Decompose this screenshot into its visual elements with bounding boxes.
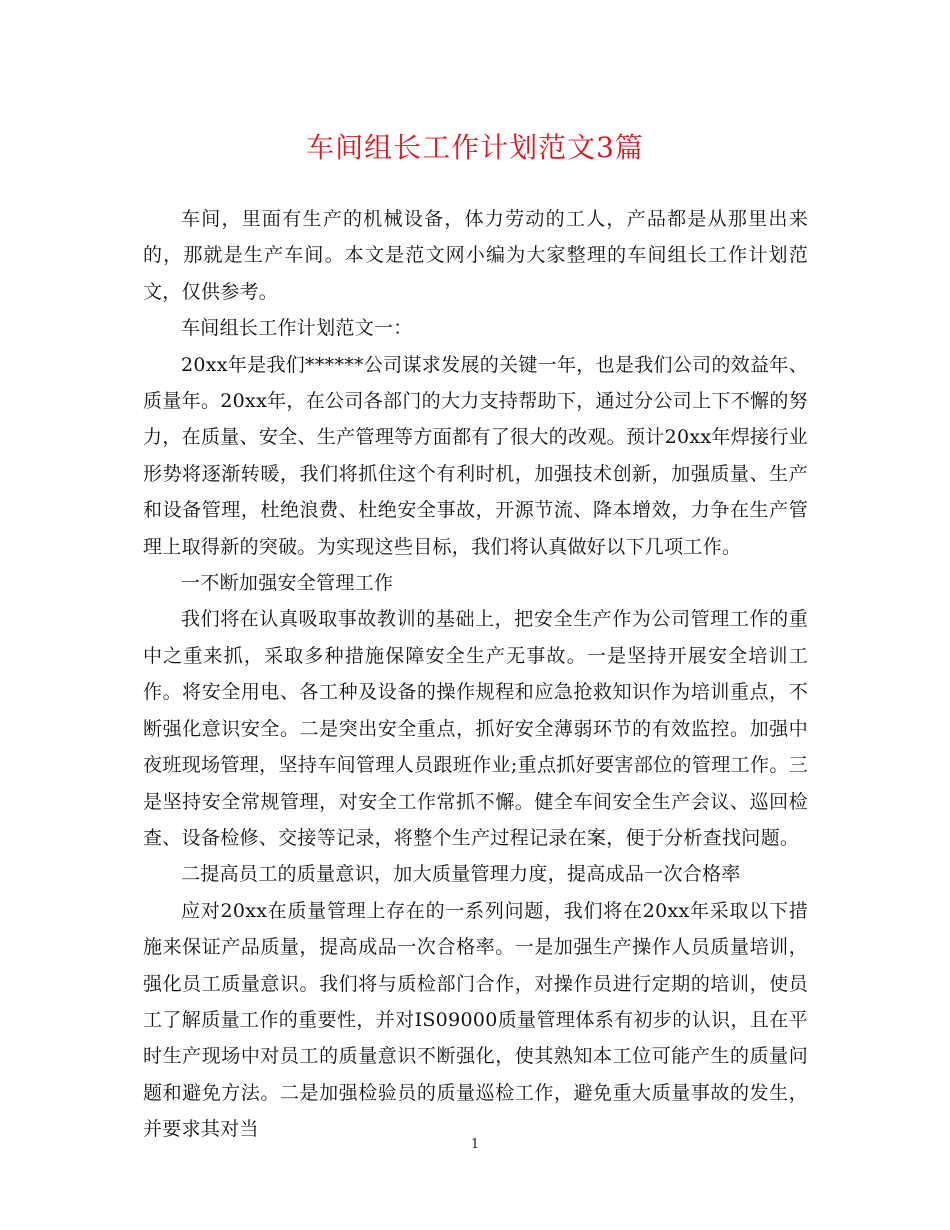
body-paragraph: 应对20xx在质量管理上存在的一系列问题，我们将在20xx年采取以下措施来保证产品质量，提高成品一次合格率。一是加强生产操作人员质量培训，强化员工质量意识。我们将与质检部门合作，对操作员进行定期的培训，使员工了解质量工作的重要性，并对IS09000质量管理体系有初步的认识，且在平时生产现场中对员工的质量意识不断强化，使其熟知本工位可能产生的质量问题和避免方法。二是加强检验员的质量巡检工作，避免重大质量事故的发生，并要求其对当 <box>143 899 808 1141</box>
body-paragraph: 20xx年是我们******公司谋求发展的关键一年，也是我们公司的效益年、质量年。20xx年，在公司各部门的大力支持帮助下，通过分公司上下不懈的努力，在质量、安全、生产管理等方面都有了很大的改观。预计20xx年焊接行业形势将逐渐转暖，我们将抓住这个有利时机，加强技术创新，加强质量、生产和设备管理，杜绝浪费、杜绝安全事故，开源节流、降本增效，力争在生产管理上取得新的突破。为实现这些目标，我们将认真做好以下几项工作。 <box>143 353 808 558</box>
intro-paragraph: 车间，里面有生产的机械设备，体力劳动的工人，产品都是从那里出来的，那就是生产车间。本文是范文网小编为大家整理的车间组长工作计划范文，仅供参考。 <box>143 208 808 303</box>
page-number: 1 <box>470 1137 480 1152</box>
subheading-safety: 一不断加强安全管理工作 <box>181 572 394 595</box>
subheading-quality: 二提高员工的质量意识，加大质量管理力度，提高成品一次合格率 <box>181 863 741 886</box>
document-title: 车间组长工作计划范文3篇 <box>306 131 644 164</box>
section-heading: 车间组长工作计划范文一： <box>181 317 413 340</box>
document-body <box>143 201 808 1148</box>
body-paragraph: 我们将在认真吸取事故教训的基础上，把安全生产作为公司管理工作的重中之重来抓，采取多种措施保障安全生产无事故。一是坚持开展安全培训工作。将安全用电、各工种及设备的操作规程和应急抢救知识作为培训重点，不断强化意识安全。二是突出安全重点，抓好安全薄弱环节的有效监控。加强中夜班现场管理，坚持车间管理人员跟班作业;重点抓好要害部位的管理工作。三是坚持安全常规管理，对安全工作常抓不懈。健全车间安全生产会议、巡回检查、设备检修、交接等记录，将整个生产过程记录在案，便于分析查找问题。 <box>143 608 808 849</box>
